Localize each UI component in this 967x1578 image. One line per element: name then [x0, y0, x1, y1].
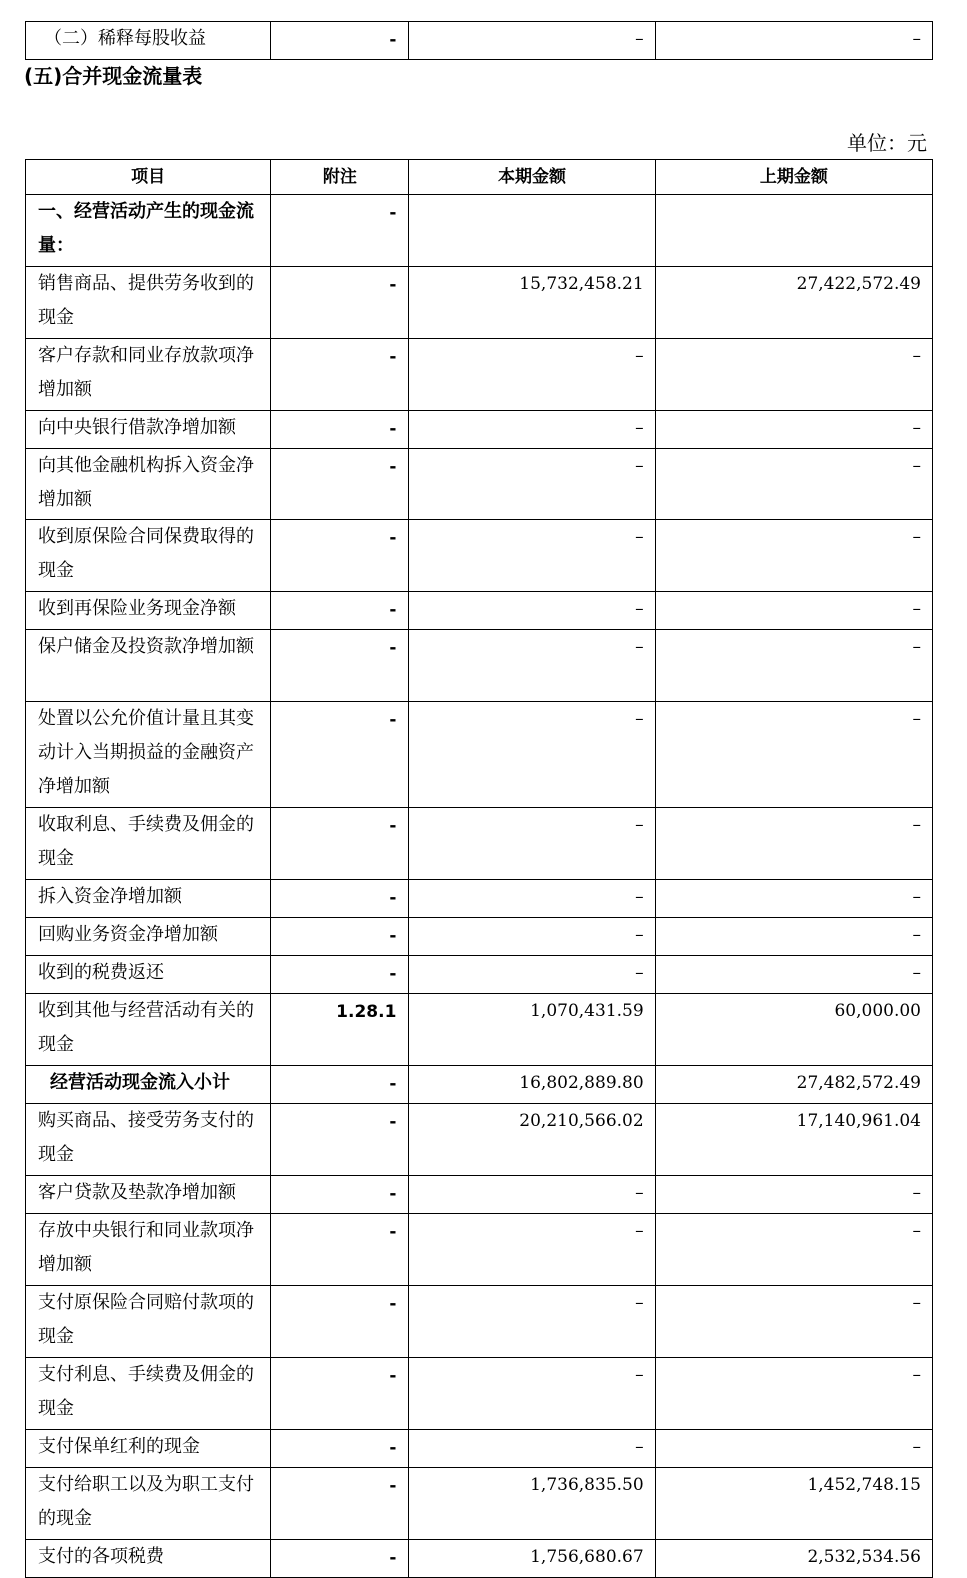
- item-cell: 支付保单红利的现金: [26, 1430, 271, 1468]
- item-cell: 向中央银行借款净增加额: [26, 411, 271, 449]
- previous-amount-cell: 27,422,572.49: [655, 267, 932, 339]
- previous-amount-cell: –: [655, 956, 932, 994]
- table-row: [26, 1176, 933, 1214]
- current-amount-cell: –: [409, 1430, 655, 1468]
- note-cell: -: [271, 918, 409, 956]
- previous-amount-cell: –: [655, 808, 932, 880]
- item-cell: 支付利息、手续费及佣金的现金: [26, 1358, 271, 1430]
- note-cell: -: [271, 22, 409, 60]
- current-amount-cell: 1,070,431.59: [409, 994, 655, 1066]
- previous-amount-cell: 2,532,534.56: [655, 1540, 932, 1578]
- eps-table: [25, 21, 933, 60]
- header-row: [26, 160, 933, 195]
- item-cell: 客户贷款及垫款净增加额: [26, 1176, 271, 1214]
- note-cell: -: [271, 1176, 409, 1214]
- header-previous: 上期金额: [655, 160, 932, 195]
- previous-amount-cell: –: [655, 918, 932, 956]
- current-amount-cell: –: [409, 956, 655, 994]
- current-amount-cell: 20,210,566.02: [409, 1104, 655, 1176]
- current-amount-cell: –: [409, 808, 655, 880]
- table-row: [26, 956, 933, 994]
- table-row: [26, 994, 933, 1066]
- item-cell: 销售商品、提供劳务收到的现金: [26, 267, 271, 339]
- note-cell: -: [271, 449, 409, 520]
- table-row: [26, 1540, 933, 1578]
- note-cell: -: [271, 1066, 409, 1104]
- table-row: [26, 1286, 933, 1358]
- current-amount-cell: –: [409, 918, 655, 956]
- current-amount-cell: –: [409, 630, 655, 702]
- note-cell: -: [271, 195, 409, 267]
- current-amount-cell: 1,756,680.67: [409, 1540, 655, 1578]
- note-cell: 1.28.1: [271, 994, 409, 1066]
- note-cell: -: [271, 1104, 409, 1176]
- previous-amount-cell: –: [655, 592, 932, 630]
- note-cell: -: [271, 592, 409, 630]
- table-row: [26, 630, 933, 702]
- note-cell: -: [271, 1358, 409, 1430]
- previous-amount-cell: –: [655, 1286, 932, 1358]
- table-row: [26, 195, 933, 267]
- item-cell: 支付原保险合同赔付款项的现金: [26, 1286, 271, 1358]
- item-cell: 保户储金及投资款净增加额: [26, 630, 271, 702]
- header-item: 项目: [26, 160, 271, 195]
- previous-amount-cell: –: [655, 630, 932, 702]
- item-cell: 支付的各项税费: [26, 1540, 271, 1578]
- item-cell: 处置以公允价值计量且其变动计入当期损益的金融资产净增加额: [26, 702, 271, 808]
- note-cell: -: [271, 520, 409, 592]
- table-row: [26, 411, 933, 449]
- item-cell: 一、经营活动产生的现金流量：: [26, 195, 271, 267]
- table-row: [26, 1066, 933, 1104]
- current-amount-cell: –: [409, 520, 655, 592]
- current-amount-cell: –: [409, 702, 655, 808]
- header-note: 附注: [271, 160, 409, 195]
- header-current: 本期金额: [409, 160, 655, 195]
- table-row: [26, 449, 933, 520]
- current-amount-cell: –: [409, 1358, 655, 1430]
- note-cell: -: [271, 339, 409, 411]
- note-cell: -: [271, 1540, 409, 1578]
- item-cell: 向其他金融机构拆入资金净增加额: [26, 449, 271, 520]
- table-row: [26, 1468, 933, 1540]
- table-row: [26, 22, 933, 60]
- table-row: [26, 1104, 933, 1176]
- current-amount-cell: –: [409, 339, 655, 411]
- previous-amount-cell: 1,452,748.15: [655, 1468, 932, 1540]
- table-row: [26, 918, 933, 956]
- item-cell: 收到原保险合同保费取得的现金: [26, 520, 271, 592]
- previous-amount-cell: 27,482,572.49: [655, 1066, 932, 1104]
- note-cell: -: [271, 880, 409, 918]
- table-row: [26, 267, 933, 339]
- previous-amount-cell: –: [655, 449, 932, 520]
- table-row: [26, 339, 933, 411]
- table-row: [26, 1358, 933, 1430]
- current-amount-cell: –: [409, 449, 655, 520]
- current-amount-cell: –: [409, 1176, 655, 1214]
- table-row: [26, 808, 933, 880]
- table-row: [26, 880, 933, 918]
- note-cell: -: [271, 702, 409, 808]
- item-cell: 收到其他与经营活动有关的现金: [26, 994, 271, 1066]
- previous-amount-cell: 60,000.00: [655, 994, 932, 1066]
- section-title: (五)合并现金流量表: [24, 64, 203, 88]
- note-cell: -: [271, 267, 409, 339]
- previous-amount-cell: –: [655, 520, 932, 592]
- previous-amount-cell: –: [655, 339, 932, 411]
- note-cell: -: [271, 1430, 409, 1468]
- item-cell: 收到再保险业务现金净额: [26, 592, 271, 630]
- cash-flow-table: [25, 159, 933, 1578]
- note-cell: -: [271, 808, 409, 880]
- current-amount-cell: –: [409, 1286, 655, 1358]
- item-cell: 存放中央银行和同业款项净增加额: [26, 1214, 271, 1286]
- previous-amount-cell: 17,140,961.04: [655, 1104, 932, 1176]
- item-cell: 支付给职工以及为职工支付的现金: [26, 1468, 271, 1540]
- previous-amount-cell: –: [655, 1176, 932, 1214]
- item-cell: 回购业务资金净增加额: [26, 918, 271, 956]
- current-amount-cell: –: [409, 22, 655, 60]
- item-cell: 收取利息、手续费及佣金的现金: [26, 808, 271, 880]
- previous-amount-cell: [655, 195, 932, 267]
- item-cell: 购买商品、接受劳务支付的现金: [26, 1104, 271, 1176]
- note-cell: -: [271, 1214, 409, 1286]
- item-cell: （二）稀释每股收益: [26, 22, 271, 60]
- current-amount-cell: –: [409, 880, 655, 918]
- table-row: [26, 1430, 933, 1468]
- current-amount-cell: 16,802,889.80: [409, 1066, 655, 1104]
- current-amount-cell: [409, 195, 655, 267]
- previous-amount-cell: –: [655, 411, 932, 449]
- table-body: [26, 195, 933, 1578]
- previous-amount-cell: –: [655, 880, 932, 918]
- previous-amount-cell: –: [655, 22, 932, 60]
- current-amount-cell: –: [409, 411, 655, 449]
- current-amount-cell: 1,736,835.50: [409, 1468, 655, 1540]
- current-amount-cell: 15,732,458.21: [409, 267, 655, 339]
- table-row: [26, 592, 933, 630]
- current-amount-cell: –: [409, 592, 655, 630]
- table-row: [26, 520, 933, 592]
- note-cell: -: [271, 1286, 409, 1358]
- note-cell: -: [271, 956, 409, 994]
- table-row: [26, 1214, 933, 1286]
- previous-amount-cell: –: [655, 1358, 932, 1430]
- item-cell: 客户存款和同业存放款项净增加额: [26, 339, 271, 411]
- previous-amount-cell: –: [655, 1430, 932, 1468]
- item-cell: 经营活动现金流入小计: [26, 1066, 271, 1104]
- unit-label: 单位：元: [847, 131, 927, 155]
- note-cell: -: [271, 411, 409, 449]
- item-cell: 拆入资金净增加额: [26, 880, 271, 918]
- item-cell: 收到的税费返还: [26, 956, 271, 994]
- table-row: [26, 702, 933, 808]
- note-cell: -: [271, 630, 409, 702]
- previous-amount-cell: –: [655, 702, 932, 808]
- current-amount-cell: –: [409, 1214, 655, 1286]
- previous-amount-cell: –: [655, 1214, 932, 1286]
- note-cell: -: [271, 1468, 409, 1540]
